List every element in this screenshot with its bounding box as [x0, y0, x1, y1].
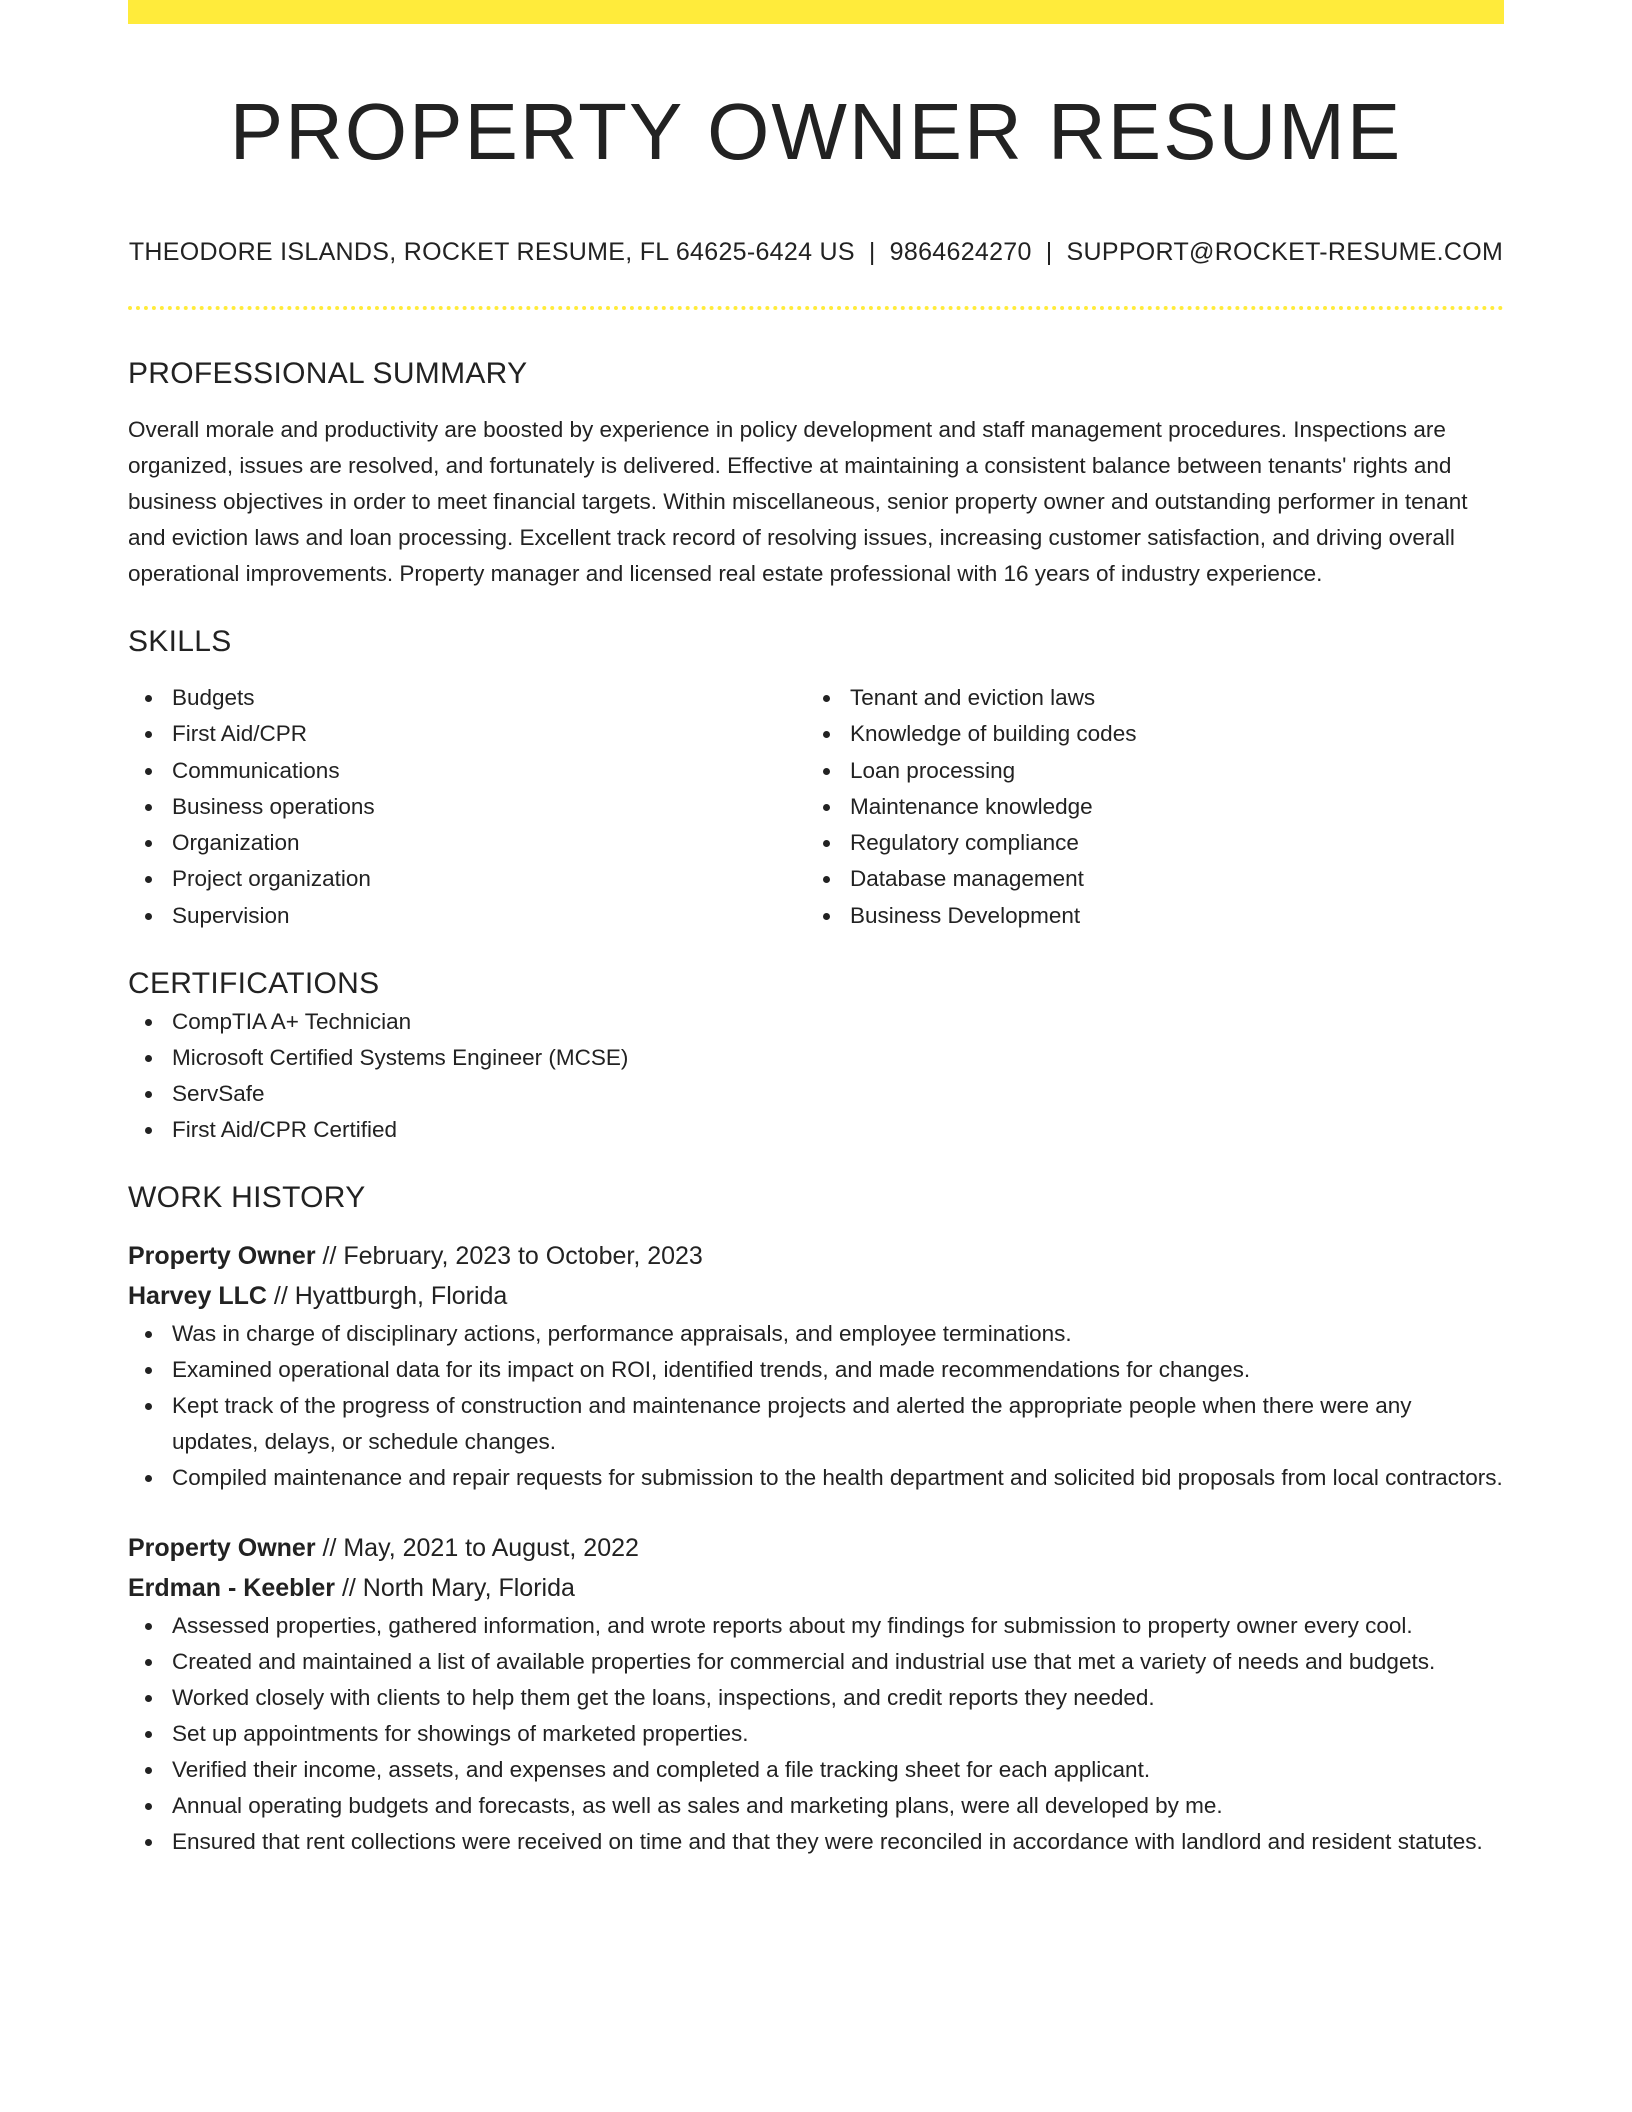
resume-page: [128, 0, 1504, 1860]
certification-item: First Aid/CPR Certified: [128, 1112, 1504, 1148]
responsibility-item: Annual operating budgets and forecasts, as well as sales and marketing plans, were all developed by me.: [128, 1788, 1504, 1824]
responsibility-item: Worked closely with clients to help them get the loans, inspections, and credit reports they needed.: [128, 1680, 1504, 1716]
skill-item: Tenant and eviction laws: [806, 680, 1484, 716]
responsibility-item: Ensured that rent collections were received on time and that they were reconciled in accordance with landlord and resident statutes.: [128, 1824, 1504, 1860]
job-dates: // May, 2021 to August, 2022: [315, 1534, 639, 1563]
skill-item: Business Development: [806, 898, 1484, 934]
job-responsibilities: [128, 1608, 1504, 1860]
skills-list-right: [806, 680, 1484, 934]
responsibility-item: Was in charge of disciplinary actions, performance appraisals, and employee terminations.: [128, 1316, 1504, 1352]
job-entry: [128, 1236, 1504, 1496]
job-title: Property Owner: [128, 1242, 316, 1271]
skills-column-right: [806, 680, 1484, 934]
work-history-heading: WORK HISTORY: [128, 1181, 366, 1215]
job-company-line: [128, 1568, 1504, 1608]
skills-heading: SKILLS: [128, 625, 232, 658]
skill-item: Business operations: [128, 789, 806, 825]
responsibility-item: Compiled maintenance and repair requests for submission to the health department and solicited bid proposals from local contractors.: [128, 1460, 1504, 1496]
skill-item: Knowledge of building codes: [806, 716, 1484, 752]
skill-item: Budgets: [128, 680, 806, 716]
contact-separator: |: [1045, 238, 1053, 266]
job-dates: // February, 2023 to October, 2023: [315, 1242, 703, 1271]
certifications-list: [128, 1004, 1504, 1148]
job-location: // North Mary, Florida: [335, 1574, 575, 1603]
responsibility-item: Created and maintained a list of available properties for commercial and industrial use that met a variety of needs and budgets.: [128, 1644, 1504, 1680]
job-location: // Hyattburgh, Florida: [266, 1282, 508, 1311]
summary-heading: PROFESSIONAL SUMMARY: [128, 357, 528, 390]
certification-item: CompTIA A+ Technician: [128, 1004, 1504, 1040]
skills-column-left: [128, 680, 806, 934]
certification-item: ServSafe: [128, 1076, 1504, 1112]
contact-line: [128, 236, 1504, 268]
responsibility-item: Set up appointments for showings of marketed properties.: [128, 1716, 1504, 1752]
responsibility-item: Examined operational data for its impact on ROI, identified trends, and made recommendations for changes.: [128, 1352, 1504, 1388]
skill-item: Maintenance knowledge: [806, 789, 1484, 825]
job-title-line: [128, 1236, 1504, 1276]
job-title-line: [128, 1528, 1504, 1568]
job-company-line: [128, 1276, 1504, 1316]
resume-title: PROPERTY OWNER RESUME: [229, 87, 1403, 176]
job-title: Property Owner: [128, 1534, 316, 1563]
certifications-heading: CERTIFICATIONS: [128, 967, 380, 1001]
contact-phone: 9864624270: [889, 238, 1032, 266]
job-entry: [128, 1528, 1504, 1860]
contact-email: SUPPORT@ROCKET-RESUME.COM: [1066, 238, 1504, 266]
skill-item: First Aid/CPR: [128, 716, 806, 752]
job-responsibilities: [128, 1316, 1504, 1496]
skills-list-left: [128, 680, 806, 934]
contact-address: THEODORE ISLANDS, ROCKET RESUME, FL 64625-6424 US: [128, 238, 855, 266]
job-company: Harvey LLC: [128, 1282, 267, 1311]
skill-item: Supervision: [128, 898, 806, 934]
skill-item: Organization: [128, 825, 806, 861]
responsibility-item: Verified their income, assets, and expenses and completed a file tracking sheet for each applicant.: [128, 1752, 1504, 1788]
job-company: Erdman - Keebler: [128, 1574, 336, 1603]
responsibility-item: Kept track of the progress of construction and maintenance projects and alerted the appropriate people when there were any updates, delays, or schedule changes.: [128, 1388, 1504, 1460]
skill-item: Loan processing: [806, 753, 1484, 789]
skill-item: Project organization: [128, 861, 806, 897]
skills-grid: [128, 680, 1504, 934]
top-accent-bar: [128, 0, 1504, 24]
responsibility-item: Assessed properties, gathered information, and wrote reports about my findings for submission to property owner every cool.: [128, 1608, 1504, 1644]
header-divider: [128, 306, 1504, 310]
certification-item: Microsoft Certified Systems Engineer (MCSE): [128, 1040, 1504, 1076]
contact-separator: |: [868, 238, 876, 266]
skill-item: Regulatory compliance: [806, 825, 1484, 861]
skill-item: Communications: [128, 753, 806, 789]
summary-text: Overall morale and productivity are boosted by experience in policy development and staff management procedures. Inspections are organized, issues are resolved, and fortunately is delivered. Effective at maintaining a consistent balance between tenants' rights and business objectives in order to meet financial targets. Within miscellaneous, senior property owner and outstanding performer in tenant and eviction laws and loan processing. Excellent track record of resolving issues, increasing customer satisfaction, and driving overall operational improvements. Property manager and licensed real estate professional with 16 years of industry experience.: [128, 417, 1468, 586]
skill-item: Database management: [806, 861, 1484, 897]
